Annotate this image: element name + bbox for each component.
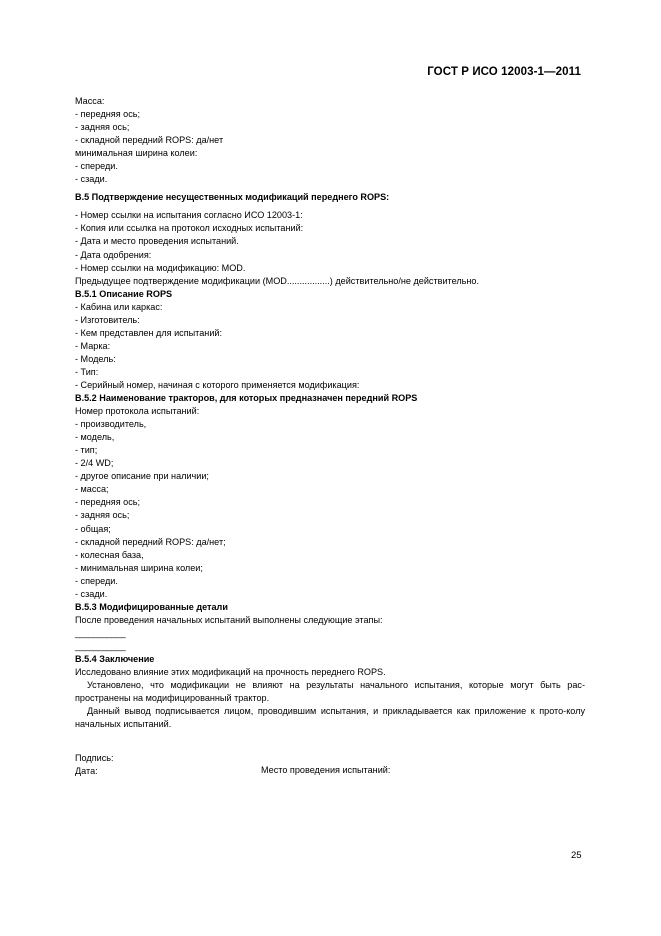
section-b53-heading: В.5.3 Модифицированные детали — [75, 601, 228, 612]
list-item: - колесная база, — [75, 549, 144, 560]
blank-line: ___________ — [75, 640, 126, 651]
signature-label: Подпись: — [75, 753, 114, 763]
list-item: - Изготовитель: — [75, 314, 140, 325]
list-item: - Серийный номер, начиная с которого применяется модификация: — [75, 379, 360, 390]
list-item: - Кем представлен для испытаний: — [75, 327, 223, 338]
list-item: - сзади. — [75, 588, 108, 599]
document-content — [75, 95, 585, 731]
test-place-label: Место проведения испытаний: — [261, 765, 391, 775]
list-item: Предыдущее подтверждение модификации (MOD.................) действительно/не действительно. — [75, 275, 480, 286]
mass-line: Масса: — [75, 96, 105, 106]
section-b5-heading: В.5 Подтверждение несущественных модификаций переднего ROPS: — [75, 192, 390, 203]
list-item: - складной передний ROPS: да/нет; — [75, 536, 226, 547]
list-item: - общая; — [75, 523, 111, 534]
mass-line: минимальная ширина колеи: — [75, 148, 198, 159]
list-item: - спереди. — [75, 575, 118, 586]
list-item: - масса; — [75, 484, 109, 495]
section-b5-list — [75, 209, 585, 287]
mass-line: - задняя ось; — [75, 122, 130, 133]
conclusion-paragraph: Данный вывод подписывается лицом, проводившим испытания, и прикладывается как приложение к прото-колу начальных испытаний. — [75, 706, 585, 730]
section-b51-heading: В.5.1 Описание ROPS — [75, 288, 173, 299]
list-item: - Тип: — [75, 366, 99, 377]
date-label: Дата: — [75, 766, 98, 777]
list-item: - модель, — [75, 432, 115, 443]
section-b53-text: После проведения начальных испытаний выполнены следующие этапы: — [75, 614, 383, 625]
list-item: - Марка: — [75, 340, 111, 351]
section-b54-heading: В.5.4 Заключение — [75, 653, 155, 664]
list-item: - Модель: — [75, 353, 116, 364]
conclusion-paragraph: Установлено, что модификации не влияют на результаты начального испытания, которые могут быть рас-пространены на модифицированный трактор. — [75, 680, 585, 704]
list-item: - производитель, — [75, 419, 147, 430]
section-b51-list — [75, 301, 585, 392]
list-item: Номер протокола испытаний: — [75, 406, 200, 417]
list-item: - тип; — [75, 445, 98, 456]
mass-line: - складной передний ROPS: да/нет — [75, 135, 224, 146]
mass-line: - сзади. — [75, 174, 108, 185]
list-item: - 2/4 WD; — [75, 458, 114, 469]
list-item: - Дата и место проведения испытаний. — [75, 236, 239, 247]
list-item: - другое описание при наличии; — [75, 471, 209, 482]
mass-line: - спереди. — [75, 161, 118, 172]
blank-line: ___________ — [75, 627, 126, 638]
section-b52-heading: В.5.2 Наименование тракторов, для которых предназначен передний ROPS — [75, 393, 418, 404]
conclusion-paragraph: Исследовано влияние этих модификаций на прочность переднего ROPS. — [75, 667, 386, 678]
mass-line: - передняя ось; — [75, 109, 141, 120]
signature-block — [75, 752, 114, 778]
list-item: - Дата одобрения: — [75, 249, 152, 260]
page-number: 25 — [571, 850, 582, 861]
list-item: - передняя ось; — [75, 497, 141, 508]
list-item: - Копия или ссылка на протокол исходных испытаний: — [75, 223, 304, 234]
list-item: - задняя ось; — [75, 510, 130, 521]
list-item: - Кабина или каркас: — [75, 301, 163, 312]
list-item: - Номер ссылки на испытания согласно ИСО 12003-1: — [75, 210, 303, 221]
mass-block — [75, 95, 585, 186]
section-b52-list — [75, 405, 585, 601]
list-item: - Номер ссылки на модификацию: MOD. — [75, 262, 246, 273]
list-item: - минимальная ширина колеи; — [75, 562, 203, 573]
document-header: ГОСТ Р ИСО 12003-1—2011 — [427, 66, 581, 78]
